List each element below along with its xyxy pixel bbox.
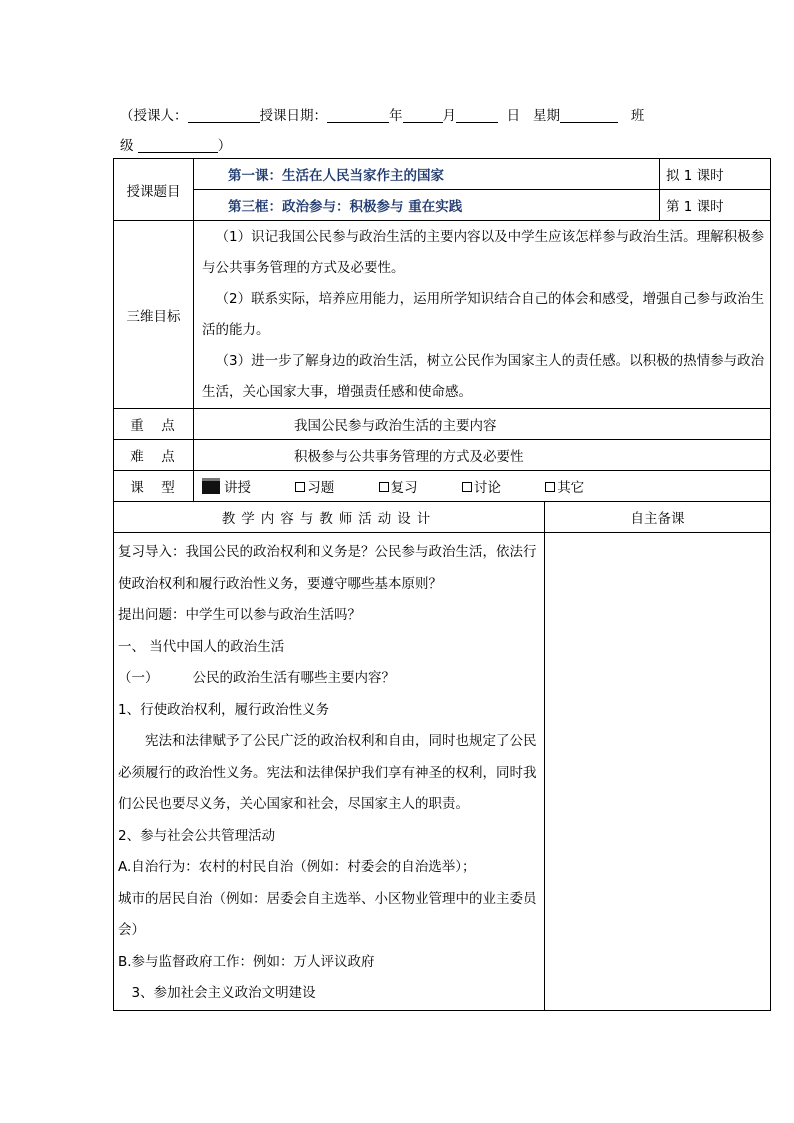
header-line-2 <box>120 134 231 154</box>
topic-line-1: 第一课：生活在人民当家作主的国家 <box>194 159 660 190</box>
week-label: 星期 <box>532 108 560 124</box>
checkbox-icon <box>379 482 389 492</box>
header-close: ） <box>217 138 232 154</box>
lesson-plan-table <box>113 158 771 1011</box>
date-label: 授课日期： <box>259 108 327 124</box>
section-heading-1: 一、 当代中国人的政治生活 <box>118 638 285 655</box>
item-2a: A.自治行为：农村的村民自治（例如：村委会的自治选举）； <box>118 859 476 875</box>
item-2: 2、参与社会公共管理活动 <box>118 827 276 844</box>
class-blank[interactable] <box>138 138 218 153</box>
goals-label: 三维目标 <box>114 221 194 409</box>
content-header: 教学内容与教师活动设计 <box>114 502 545 533</box>
checkbox-icon <box>295 482 305 492</box>
para-constitution: 宪法和法律赋予了公民广泛的政治权利和自由，同时也规定了公民必须履行的政治性义务。宪法和法律保护我们享有神圣的权利，同时我们公民也要尽义务，关心国家和社会，尽国家主人的职责。 <box>118 733 537 812</box>
difficulty-label: 难 点 <box>114 440 194 471</box>
month-blank[interactable] <box>403 108 443 123</box>
lesson-number: 第 1 课时 <box>660 190 771 221</box>
prep-cell[interactable] <box>545 533 771 1011</box>
difficulty: 积极参与公共事务管理的方式及必要性 <box>194 440 771 471</box>
item-3: 3、参加社会主义政治文明建设 <box>131 985 316 1001</box>
checkbox-icon <box>462 482 472 492</box>
prep-header: 自主备课 <box>545 502 771 533</box>
goal-1: （1）识记我国公民参与政治生活的主要内容以及中学生应该怎样参与政治生活。理解积极参与公共事务管理的方式及必要性。 <box>202 228 765 276</box>
option-review[interactable]: 复习 <box>379 476 418 496</box>
checkbox-icon <box>545 482 555 492</box>
item-1: 1、行使政治权利，履行政治性义务 <box>118 701 330 718</box>
subsection-heading: （一） 公民的政治生活有哪些主要内容？ <box>118 670 395 686</box>
para-question: 提出问题：中学生可以参与政治生活吗？ <box>118 607 361 623</box>
day-label: 日 <box>506 108 521 124</box>
goal-3: （3）进一步了解身边的政治生活，树立公民作为国家主人的责任感。以积极的热情参与政治生活，关心国家大事，增强责任感和使命感。 <box>202 352 765 400</box>
teacher-label: （授课人： <box>120 108 188 124</box>
key-label: 重 点 <box>114 409 194 440</box>
type-selected: 讲授 <box>224 480 251 496</box>
header-line-1 <box>120 104 644 124</box>
year-blank[interactable] <box>327 108 389 123</box>
key-point: 我国公民参与政治生活的主要内容 <box>194 409 771 440</box>
type-label: 课 型 <box>114 471 194 502</box>
class-label-1: 班 <box>630 108 645 124</box>
month-label: 月 <box>442 108 456 124</box>
option-discuss[interactable]: 讨论 <box>462 476 501 496</box>
goals-cell <box>194 221 771 409</box>
day-blank[interactable] <box>456 108 498 123</box>
year-label: 年 <box>389 108 403 124</box>
week-blank[interactable] <box>560 108 618 123</box>
content-cell <box>114 533 545 1011</box>
topic-label: 授课题目 <box>114 159 194 221</box>
goal-2: （2）联系实际，培养应用能力，运用所学知识结合自己的体会和感受，增强自己参与政治生活的能力。 <box>202 290 765 338</box>
topic-line-2: 第三框：政治参与：积极参与 重在实践 <box>194 190 660 221</box>
class-label-2: 级 <box>120 138 134 154</box>
option-exercise[interactable]: 习题 <box>295 476 334 496</box>
item-2b: B.参与监督政府工作：例如：万人评议政府 <box>118 953 375 970</box>
para-review: 复习导入：我国公民的政治权利和义务是？公民参与政治生活，依法行使政治权利和履行政治性义务，要遵守哪些基本原则？ <box>118 544 537 592</box>
option-other[interactable]: 其它 <box>545 476 584 496</box>
selected-checkbox-icon[interactable] <box>202 478 220 494</box>
teacher-blank[interactable] <box>188 108 260 123</box>
item-2a-cont: 城市的居民自治（例如：居委会自主选举、小区物业管理中的业主委员会） <box>118 890 537 938</box>
type-options <box>194 471 771 502</box>
planned-hours: 拟 1 课时 <box>660 159 771 190</box>
